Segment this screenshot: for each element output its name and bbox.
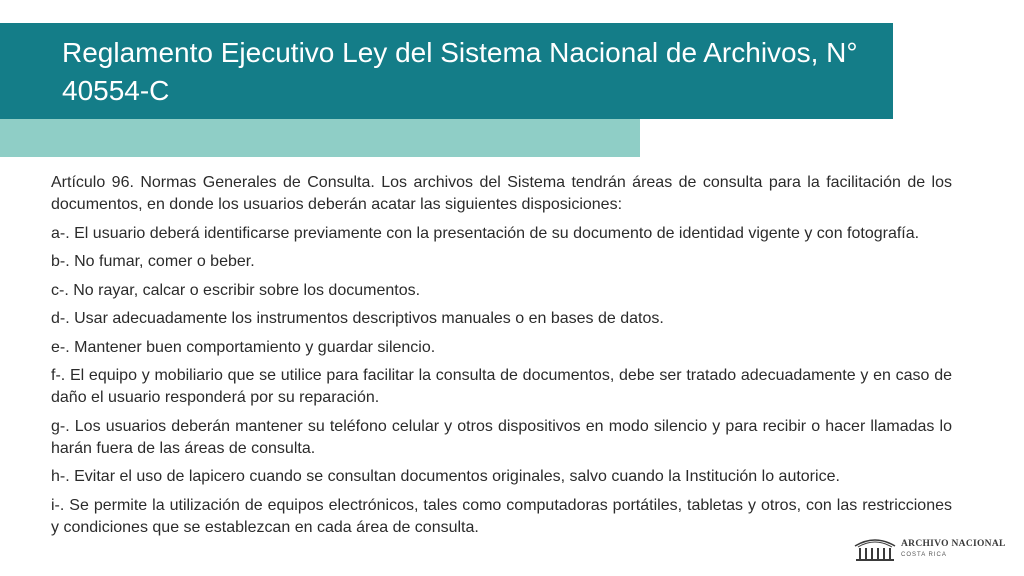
paragraph-item-a: a-. El usuario deberá identificarse previamente con la presentación de su documento de identidad vigente y con fotografía.: [51, 224, 920, 242]
paragraph-item-b: b-. No fumar, comer o beber.: [51, 253, 255, 270]
paragraph-article: Artículo 96. Normas Generales de Consulta. Los archivos del Sistema tendrán áreas de consulta para la facilitación de los documentos, en donde los usuarios deberán acatar las siguientes disposiciones:: [51, 174, 952, 213]
paragraph-item-i: i-. Se permite la utilización de equipos electrónicos, tales como computadoras portátiles, tabletas y otros, con las restricciones y condiciones que se establezcan en cada área de consulta.: [51, 496, 952, 536]
paragraph-item-f: f-. El equipo y mobiliario que se utilice para facilitar la consulta de documentos, debe ser tratado adecuadamente y en caso de daño el usuario responderá por su reparación.: [51, 367, 952, 406]
paragraph-item-e: e-. Mantener buen comportamiento y guardar silencio.: [51, 338, 436, 356]
paragraph-item-d: d-. Usar adecuadamente los instrumentos descriptivos manuales o en bases de datos.: [51, 310, 664, 327]
slide-content: [51, 172, 952, 545]
paragraph-item-c: c-. No rayar, calcar o escribir sobre los documentos.: [51, 281, 421, 299]
logo-name: ARCHIVO NACIONAL: [901, 539, 1006, 550]
accent-bar: [0, 119, 640, 157]
archivo-nacional-logo: [853, 535, 1013, 563]
slide-title: Reglamento Ejecutivo Ley del Sistema Nacional de Archivos, N° 40554-C: [62, 37, 858, 106]
paragraph-item-h: h-. Evitar el uso de lapicero cuando se consultan documentos originales, salvo cuando la Institución lo autorice.: [51, 468, 840, 485]
logo-subtitle: COSTA RICA: [901, 551, 947, 558]
paragraph-item-g: g-. Los usuarios deberán mantener su teléfono celular y otros dispositivos en modo silencio y para recibir o hacer llamadas lo harán fuera de las áreas de consulta.: [51, 417, 952, 457]
archive-building-icon: [853, 536, 897, 562]
